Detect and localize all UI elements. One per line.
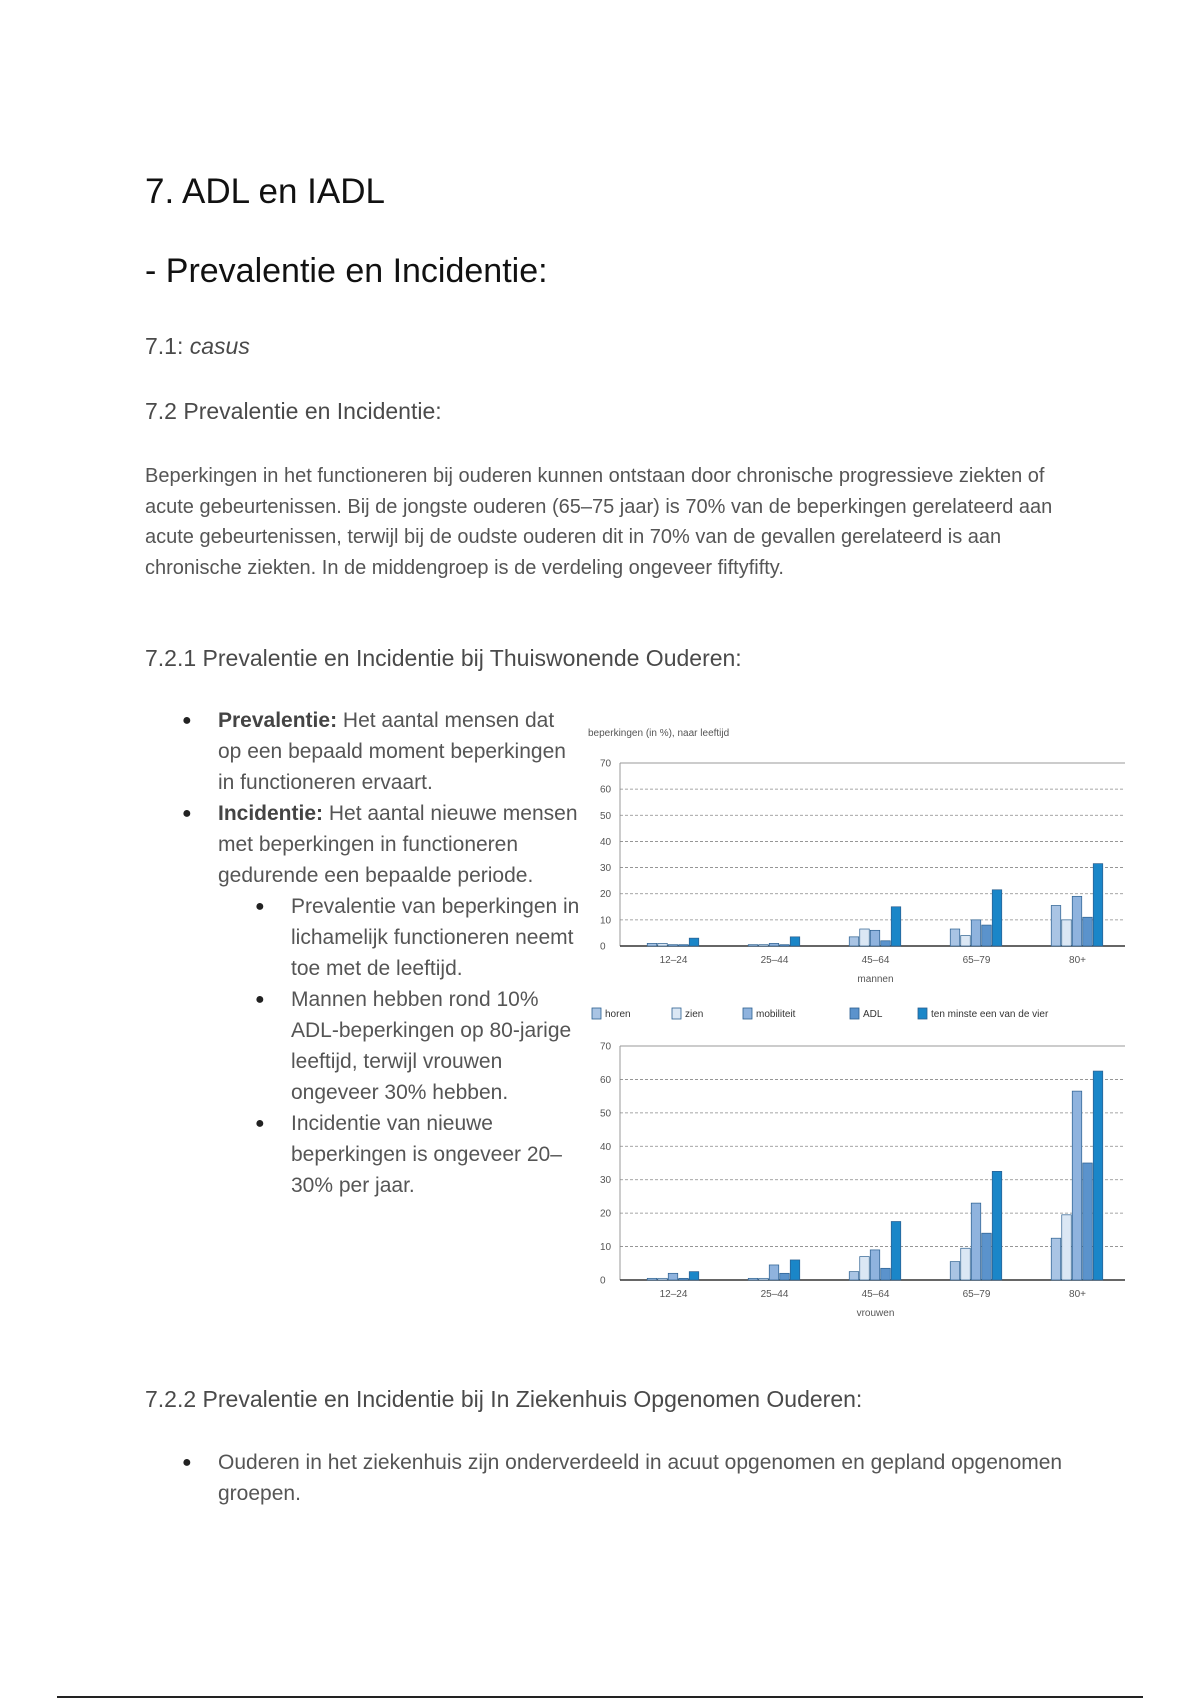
bar — [1083, 1163, 1093, 1280]
list-item — [253, 1108, 580, 1201]
list-item — [180, 798, 580, 1201]
bar — [1083, 917, 1093, 946]
legend-label: ADL — [863, 1009, 883, 1020]
y-tick-label: 20 — [600, 889, 612, 901]
bar — [860, 929, 870, 946]
bar — [950, 1262, 960, 1280]
x-tick-label: 80+ — [1069, 1289, 1086, 1300]
y-tick-label: 20 — [600, 1208, 612, 1220]
legend-label: horen — [605, 1009, 631, 1020]
bar — [679, 1278, 689, 1280]
bar — [689, 1272, 699, 1280]
y-tick-label: 60 — [600, 1074, 612, 1086]
page-bottom-rule — [57, 1696, 1143, 1698]
x-axis-label: vrouwen — [856, 1308, 895, 1319]
subsection-7-1-word: casus — [189, 333, 250, 359]
bar — [759, 1278, 769, 1280]
legend-label: ten minste een van de vier — [931, 1009, 1049, 1020]
y-tick-label: 0 — [600, 1275, 606, 1287]
bar — [961, 1248, 971, 1280]
x-tick-label: 45–64 — [861, 1289, 890, 1300]
bar — [658, 943, 668, 946]
list-item — [253, 891, 580, 984]
x-tick-label: 65–79 — [962, 955, 991, 966]
bar — [891, 907, 901, 946]
x-axis-label: mannen — [857, 974, 894, 985]
subsection-7-1-number: 7.1: — [145, 333, 190, 359]
x-tick-label: 25–44 — [760, 1289, 789, 1300]
x-tick-label: 12–24 — [659, 1289, 688, 1300]
list-item — [180, 1447, 1080, 1509]
bullet-icon: ● — [182, 712, 192, 729]
x-tick-label: 45–64 — [861, 955, 890, 966]
bar — [647, 1278, 657, 1280]
definition-prevalentie: Het aantal mensen dat op een bepaald moment beperkingen in functioneren ervaart. — [218, 709, 566, 794]
definition-incidentie: Het aantal nieuwe mensen met beperkingen in functioneren gedurende een bepaalde periode. — [218, 802, 578, 887]
bar — [950, 929, 960, 946]
legend-swatch — [918, 1008, 927, 1019]
chart-title: beperkingen (in %), naar leeftijd — [588, 728, 730, 739]
bar — [658, 1278, 668, 1280]
bar — [1051, 905, 1061, 946]
bullet-icon: ● — [182, 1454, 192, 1471]
bar — [971, 920, 981, 946]
bar — [759, 945, 769, 946]
bar — [982, 925, 992, 946]
legend-label: zien — [685, 1009, 704, 1020]
bar — [1093, 864, 1103, 946]
legend-swatch — [592, 1008, 601, 1019]
bar — [790, 1260, 800, 1280]
y-tick-label: 60 — [600, 784, 612, 796]
bar — [891, 1222, 901, 1281]
y-tick-label: 50 — [600, 1108, 612, 1120]
bar — [881, 1268, 891, 1280]
y-tick-label: 30 — [600, 863, 612, 875]
y-tick-label: 10 — [600, 915, 612, 927]
chapter-title: 7. ADL en IADL — [145, 172, 385, 211]
x-tick-label: 80+ — [1069, 955, 1086, 966]
bar — [668, 945, 678, 946]
bar — [769, 943, 779, 946]
bar — [1062, 920, 1072, 946]
bullet-text: Ouderen in het ziekenhuis zijn onderverdeeld in acuut opgenomen en gepland opgenomen groepen. — [218, 1451, 1063, 1505]
bar — [1051, 1238, 1061, 1280]
sub-bullet-text: Mannen hebben rond 10% ADL-beperkingen op 80-jarige leeftijd, terwijl vrouwen ongeveer 30% hebben. — [291, 988, 572, 1104]
legend-swatch — [850, 1008, 859, 1019]
hospital-list — [180, 1447, 1080, 1509]
bar — [1062, 1215, 1072, 1280]
y-tick-label: 10 — [600, 1242, 612, 1254]
bullet-icon: ● — [255, 1115, 265, 1132]
bar — [961, 936, 971, 946]
y-tick-label: 70 — [600, 758, 612, 770]
bar — [790, 937, 800, 946]
bar — [982, 1233, 992, 1280]
bar-chart-figure — [580, 715, 1140, 1325]
y-tick-label: 40 — [600, 836, 612, 848]
bar — [860, 1257, 870, 1280]
bar — [1093, 1071, 1103, 1280]
legend-swatch — [672, 1008, 681, 1019]
y-tick-label: 40 — [600, 1141, 612, 1153]
y-tick-label: 50 — [600, 810, 612, 822]
bar — [689, 938, 699, 946]
y-tick-label: 0 — [600, 941, 606, 953]
list-item — [180, 705, 580, 798]
list-item — [253, 984, 580, 1108]
bullet-icon: ● — [255, 991, 265, 1008]
x-tick-label: 12–24 — [659, 955, 688, 966]
bar — [1072, 1091, 1082, 1280]
bar — [679, 945, 689, 946]
x-tick-label: 65–79 — [962, 1289, 991, 1300]
subsection-7-1 — [145, 333, 250, 360]
bar — [647, 943, 657, 946]
section-title: - Prevalentie en Incidentie: — [145, 252, 548, 290]
bar — [769, 1265, 779, 1280]
term-incidentie: Incidentie: — [218, 802, 324, 825]
y-tick-label: 70 — [600, 1041, 612, 1053]
bar — [780, 1273, 790, 1280]
chart-men — [600, 759, 1125, 986]
bar — [780, 945, 790, 946]
intro-paragraph: Beperkingen in het functioneren bij ouderen kunnen ontstaan door chronische progressieve ziekten of acute gebeurtenissen. Bij de jongste ouderen (65–75 jaar) is 70% van de beperkingen gerelateerd aan acute gebeurtenissen, terwijl bij de oudste ouderen dit in 70% van de gevallen gerelateerd is aan chronische ziekten. In de middengroep is de verdeling ongeveer fiftyfifty. — [145, 465, 1053, 579]
sub-bullet-text: Prevalentie van beperkingen in lichamelijk functioneren neemt toe met de leeftijd. — [291, 895, 580, 980]
bar — [849, 1272, 859, 1280]
sub-bullet-text: Incidentie van nieuwe beperkingen is ongeveer 20–30% per jaar. — [291, 1112, 562, 1197]
bar — [748, 945, 758, 946]
bar — [748, 1278, 758, 1280]
subsection-7-2-1: 7.2.1 Prevalentie en Incidentie bij Thuiswonende Ouderen: — [145, 645, 742, 671]
bar — [870, 1250, 880, 1280]
subsection-7-2-2: 7.2.2 Prevalentie en Incidentie bij In Ziekenhuis Opgenomen Ouderen: — [145, 1386, 863, 1412]
bar — [992, 890, 1002, 946]
bullet-icon: ● — [255, 898, 265, 915]
legend-swatch — [743, 1008, 752, 1019]
bar — [668, 1273, 678, 1280]
x-tick-label: 25–44 — [760, 955, 789, 966]
bar — [1072, 896, 1082, 946]
bar — [971, 1203, 981, 1280]
chart-legend — [592, 1008, 1049, 1020]
term-prevalentie: Prevalentie: — [218, 709, 338, 732]
bar — [849, 937, 859, 946]
bar — [992, 1171, 1002, 1280]
bullet-icon: ● — [182, 805, 192, 822]
definition-list — [180, 705, 580, 1201]
chart-women — [600, 1042, 1125, 1320]
y-tick-label: 30 — [600, 1175, 612, 1187]
bar — [881, 941, 891, 946]
bar — [870, 930, 880, 946]
subsection-7-2: 7.2 Prevalentie en Incidentie: — [145, 398, 442, 424]
legend-label: mobiliteit — [756, 1009, 796, 1020]
